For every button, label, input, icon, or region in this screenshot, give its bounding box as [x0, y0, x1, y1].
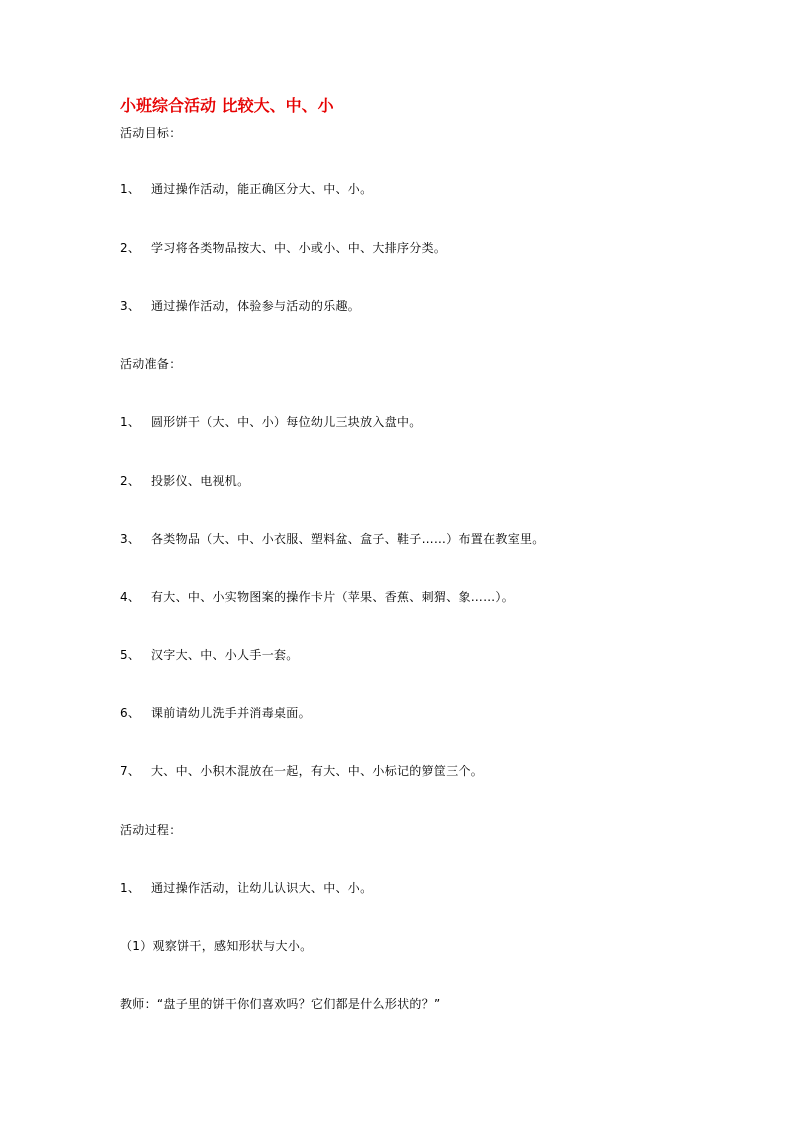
prep-text: 圆形饼干（大、中、小）每位幼儿三块放入盘中。 [151, 415, 422, 429]
prep-text: 投影仪、电视机。 [151, 474, 250, 488]
document-title: 小班综合活动 比较大、中、小 [120, 96, 334, 115]
process-heading: 活动过程： [120, 823, 182, 837]
process-text: 通过操作活动，让幼儿认识大、中、小。 [151, 881, 373, 895]
process-number: 1、 [120, 881, 141, 895]
teacher-dialogue: 教师：“盘子里的饼干你们喜欢吗？它们都是什么形状的？” [120, 997, 441, 1011]
prep-item [120, 763, 483, 779]
goal-text: 通过操作活动，体验参与活动的乐趣。 [151, 299, 361, 313]
prep-number: 1、 [120, 415, 141, 429]
goal-number: 1、 [120, 182, 141, 196]
goal-number: 2、 [120, 241, 141, 255]
goal-text: 通过操作活动，能正确区分大、中、小。 [151, 182, 373, 196]
prep-number: 6、 [120, 706, 141, 720]
goal-item [120, 298, 360, 314]
prep-text: 有大、中、小实物图案的操作卡片（苹果、香蕉、刺猬、象……）。 [151, 590, 515, 604]
goals-heading: 活动目标： [120, 126, 182, 140]
process-sub-step: （1）观察饼干，感知形状与大小。 [120, 939, 313, 953]
prep-heading: 活动准备： [120, 357, 182, 371]
goal-item [120, 240, 446, 256]
process-item [120, 880, 372, 896]
prep-number: 3、 [120, 532, 141, 546]
prep-text: 大、中、小积木混放在一起，有大、中、小标记的箩筐三个。 [151, 764, 484, 778]
prep-number: 2、 [120, 474, 141, 488]
prep-item [120, 531, 545, 547]
prep-item [120, 589, 514, 605]
prep-text: 汉字大、中、小人手一套。 [151, 648, 299, 662]
prep-item [120, 473, 249, 489]
prep-number: 7、 [120, 764, 141, 778]
prep-item [120, 705, 311, 721]
prep-text: 课前请幼儿洗手并消毒桌面。 [151, 706, 311, 720]
prep-text: 各类物品（大、中、小衣服、塑料盆、盒子、鞋子……）布置在教室里。 [151, 532, 545, 546]
goal-text: 学习将各类物品按大、中、小或小、中、大排序分类。 [151, 241, 447, 255]
goal-item [120, 181, 372, 197]
prep-item [120, 414, 422, 430]
goal-number: 3、 [120, 299, 141, 313]
prep-number: 4、 [120, 590, 141, 604]
prep-item [120, 647, 299, 663]
prep-number: 5、 [120, 648, 141, 662]
